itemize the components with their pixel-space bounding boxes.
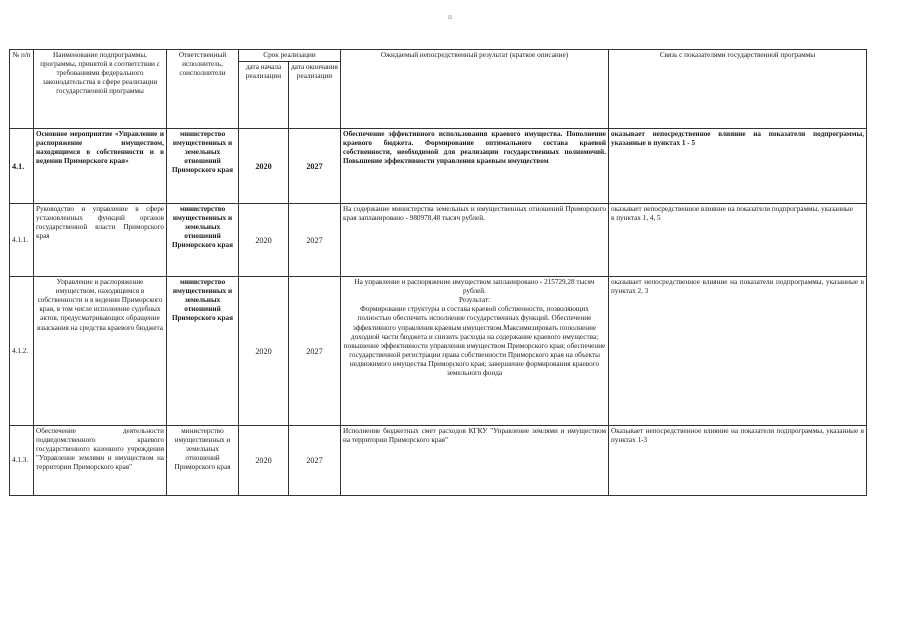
table-row [10, 204, 867, 277]
row-start-year: 2020 [239, 129, 289, 204]
row-responsible: министерство имущественных и земельных отношений Приморского края [167, 277, 239, 426]
row-number: 4.1.1. [10, 204, 34, 277]
row-result-line-3: Формирование структуры и состава краевой собственности, позволяющих полностью обеспечить исполнение государственных функций. Обеспечение эффективного управления краевым имуществом.Максимизировать пополнение доходной части бюджета и снизить расходы на содержание краевого имущества; повышение эффективности управления имуществом Приморского края; обеспечение государственной регистрации права собственности Приморского края на объекты недвижимого имущества Приморского края; завершение формирования краевого земельного фонда [343, 305, 606, 378]
row-result-line-1: На управление и распоряжение имуществом запланировано - 215729,28 тысяч рублей. [354, 278, 595, 296]
row-start-year: 2020 [239, 204, 289, 277]
table-row [10, 277, 867, 426]
header-link: Связь с показателями государственной программы [609, 50, 867, 129]
row-end-year: 2027 [289, 129, 341, 204]
header-start: дата начала реализации [239, 62, 289, 129]
table-row [10, 426, 867, 496]
row-link-line-2: в пунктах 1, 4, 5 [611, 214, 661, 223]
row-responsible: министерство имущественных и земельных отношений Приморского края [167, 204, 239, 277]
row-result-line-2: Результат: [458, 296, 491, 305]
row-name: Обеспечение деятельности подведомственного краевого государственного казенного учреждения "Управление землями и имуществом на территории Приморского края" [34, 426, 167, 496]
row-name: Основное мероприятие «Управление и распоряжение имуществом, находящимся в собственности и в ведении Приморского края» [34, 129, 167, 204]
row-number: 4.1.3. [10, 426, 34, 496]
header-num: № п/п [10, 50, 34, 129]
row-result: На содержание министерства земельных и имущественных отношений Приморского края запланировано - 980978,48 тысяч рублей. [341, 204, 609, 277]
header-name: Наименование подпрограммы, программы, принятой в соответствии с требованиями федерального законодательства в сфере реализации государственной программы [34, 50, 167, 129]
row-responsible: министерство имущественных и земельных отношений Приморского края [167, 129, 239, 204]
row-number: 4.1.2. [10, 277, 34, 426]
header-responsible: Ответственный исполнитель, соисполнители [167, 50, 239, 129]
row-number: 4.1. [10, 129, 34, 204]
row-end-year: 2027 [289, 277, 341, 426]
header-end: дата окончания реализации [289, 62, 341, 129]
row-result [341, 277, 609, 426]
row-name: Управление и распоряжение имуществом, находящимся в собственности и в ведении Приморского края, в том числе исполнение судебных актов, предусматривающих обращение взыскания на средства краевого бюджета [34, 277, 167, 426]
row-link [609, 204, 867, 277]
row-link-line-1: оказывает непосредственное влияние на показатели подпрограммы, указанные [611, 205, 853, 214]
header-period: Срок реализации [239, 50, 341, 62]
row-result: Исполнение бюджетных смет расходов КГКУ "Управление землями и имуществом на территории Приморского края" [341, 426, 609, 496]
row-link: оказывает непосредственное влияние на показатели подпрограммы, указанные в пунктах 1 - 5 [609, 129, 867, 204]
row-responsible: министерство имущественных и земельных отношений Приморского края [167, 426, 239, 496]
row-start-year: 2020 [239, 277, 289, 426]
header-row [10, 50, 867, 62]
table-row [10, 129, 867, 204]
top-mark: ¤ [448, 13, 452, 22]
header-result: Ожидаемый непосредственный результат (краткое описание) [341, 50, 609, 129]
row-start-year: 2020 [239, 426, 289, 496]
row-end-year: 2027 [289, 426, 341, 496]
row-link: оказывает непосредственное влияние на показатели подпрограммы, указанные в пунктах 2, 3 [609, 277, 867, 426]
program-table [9, 49, 867, 496]
row-link: Оказывает непосредственное влияние на показатели подпрограммы, указанные в пунктах 1-3 [609, 426, 867, 496]
row-name: Руководство и управление в сфере установленных функций органов государственной власти Приморского края [34, 204, 167, 277]
row-result: Обеспечение эффективного использования краевого имущества. Пополнение краевого бюджета. Формирование оптимального состава краевой собственности, необходимой для реализации государственных полномочий. Повышение эффективности управления краевым имуществом [341, 129, 609, 204]
row-end-year: 2027 [289, 204, 341, 277]
